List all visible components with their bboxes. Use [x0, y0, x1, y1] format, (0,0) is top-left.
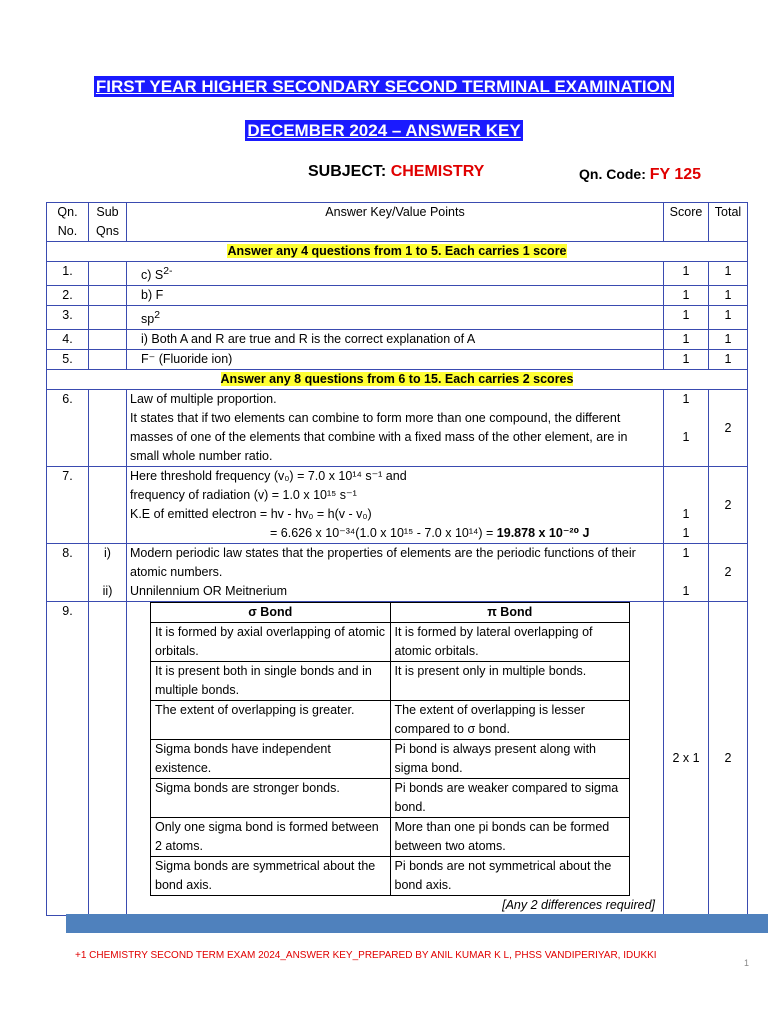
comparison-row: Only one sigma bond is formed between 2 atoms. More than one pi bonds can be formed between two atoms. — [151, 818, 630, 857]
section-row-2 — [47, 370, 748, 390]
table-row — [47, 390, 748, 467]
qn-number: 6. — [47, 390, 89, 467]
comparison-row: Sigma bonds have independent existence. Pi bond is always present along with sigma bond. — [151, 740, 630, 779]
header-answer: Answer Key/Value Points — [127, 203, 664, 242]
subject-heading: SUBJECT: CHEMISTRY — [308, 163, 485, 180]
question-code: Qn. Code: FY 125 — [579, 166, 702, 183]
exam-title: FIRST YEAR HIGHER SECONDARY SECOND TERMINAL EXAMINATION — [95, 77, 673, 96]
section-row-1 — [47, 242, 748, 262]
answer-cell — [127, 602, 664, 916]
table-row — [47, 330, 748, 350]
score-cell: 1 1 — [664, 544, 709, 602]
answer-cell — [127, 390, 664, 467]
sub-cell — [89, 286, 127, 306]
sub-cell — [89, 602, 127, 916]
pi-bond-header: π Bond — [390, 603, 630, 623]
sub-cell: i) ii) — [89, 544, 127, 602]
comparison-row: Sigma bonds are stronger bonds. Pi bonds are weaker compared to sigma bond. — [151, 779, 630, 818]
answer-line: Here threshold frequency (v₀) = 7.0 x 10¹⁴ s⁻¹ and — [130, 469, 407, 484]
answer-cell: b) F — [127, 286, 664, 306]
answer-cell — [127, 467, 664, 544]
total-cell: 1 — [709, 350, 748, 370]
score-cell: 1 — [664, 330, 709, 350]
answer-key-title: DECEMBER 2024 – ANSWER KEY — [247, 121, 521, 140]
qn-number: 1. — [47, 262, 89, 286]
answer-line: It states that if two elements can combine to form more than one compound, the different masses of one of the elements that combine with a fixed mass of the other element, are in small whole number ratio. — [130, 411, 628, 464]
answer-line: Law of multiple proportion. — [130, 392, 277, 407]
total-cell: 2 — [709, 467, 748, 544]
score-cell: 1 — [664, 262, 709, 286]
answer-cell: i) Both A and R are true and R is the correct explanation of A — [127, 330, 664, 350]
answer-cell: c) $S^{2-}$ — [127, 262, 664, 286]
header-qn-no: Qn. No. — [47, 203, 89, 242]
comparison-row: Sigma bonds are symmetrical about the bond axis. Pi bonds are not symmetrical about the bond axis. — [151, 857, 630, 896]
table-row — [47, 306, 748, 330]
qn-number: 2. — [47, 286, 89, 306]
score-cell: 1 1 — [664, 390, 709, 467]
qn-number: 9. — [47, 602, 89, 916]
table-row — [47, 544, 748, 602]
score-cell: 1 — [664, 286, 709, 306]
answer-line: Unnilennium OR Meitnerium — [130, 584, 288, 599]
table-row — [47, 602, 748, 916]
question-code-value: FY 125 — [649, 166, 702, 183]
score-cell: 1 — [664, 306, 709, 330]
comparison-row: It is present both in single bonds and in multiple bonds. It is present only in multiple bonds. — [151, 662, 630, 701]
total-cell: 1 — [709, 262, 748, 286]
table-row — [47, 286, 748, 306]
section-instruction-2: Answer any 8 questions from 6 to 15. Each carries 2 scores — [220, 372, 574, 387]
qn-number: 3. — [47, 306, 89, 330]
total-cell: 1 — [709, 306, 748, 330]
qn-number: 7. — [47, 467, 89, 544]
answer-cell: $sp^2$ — [127, 306, 664, 330]
total-cell: 1 — [709, 330, 748, 350]
sub-cell — [89, 390, 127, 467]
sub-cell — [89, 306, 127, 330]
header-score: Score — [664, 203, 709, 242]
total-cell: 1 — [709, 286, 748, 306]
answer-cell — [127, 544, 664, 602]
sigma-bond-header: σ Bond — [151, 603, 391, 623]
answer-cell: F⁻ (Fluoride ion) — [127, 350, 664, 370]
answer-line: K.E of emitted electron = hv - hv₀ = h(v - v₀) — [130, 507, 372, 522]
differences-note: [Any 2 differences required] — [502, 898, 655, 913]
qn-number: 4. — [47, 330, 89, 350]
sub-cell — [89, 262, 127, 286]
table-row — [47, 467, 748, 544]
comparison-header-row — [151, 603, 630, 623]
sigma-pi-comparison-table — [150, 602, 630, 896]
qn-number: 5. — [47, 350, 89, 370]
answer-key-table — [46, 202, 748, 916]
answer-line: = 6.626 x 10⁻³⁴(1.0 x 10¹⁵ - 7.0 x 10¹⁴) = 19.878 x 10⁻²⁰ J — [270, 526, 590, 541]
table-header-row — [47, 203, 748, 242]
header-sub-qns: Sub Qns — [89, 203, 127, 242]
footer-credit: +1 CHEMISTRY SECOND TERM EXAM 2024_ANSWER KEY_PREPARED BY ANIL KUMAR K L, PHSS VANDIPERIYAR, IDUKKI — [75, 950, 657, 961]
sub-cell — [89, 330, 127, 350]
table-row — [47, 350, 748, 370]
page-number: 1 — [744, 958, 750, 968]
score-cell: 1 1 — [664, 467, 709, 544]
total-cell: 2 — [709, 390, 748, 467]
subject-value: CHEMISTRY — [390, 163, 485, 180]
answer-line: frequency of radiation (v) = 1.0 x 10¹⁵ s⁻¹ — [130, 488, 357, 503]
score-cell: 2 x 1 — [664, 602, 709, 916]
table-row — [47, 262, 748, 286]
sub-cell — [89, 467, 127, 544]
total-cell: 2 — [709, 602, 748, 916]
section-instruction-1: Answer any 4 questions from 1 to 5. Each carries 1 score — [227, 244, 567, 258]
header-total: Total — [709, 203, 748, 242]
comparison-row: It is formed by axial overlapping of atomic orbitals. It is formed by lateral overlapping of atomic orbitals. — [151, 623, 630, 662]
sub-cell — [89, 350, 127, 370]
qn-number: 8. — [47, 544, 89, 602]
score-cell: 1 — [664, 350, 709, 370]
total-cell: 2 — [709, 544, 748, 602]
comparison-row: The extent of overlapping is greater. The extent of overlapping is lesser compared to σ bond. — [151, 701, 630, 740]
footer-bar — [66, 914, 768, 933]
answer-line: Modern periodic law states that the properties of elements are the periodic functions of their atomic numbers. — [130, 546, 636, 580]
